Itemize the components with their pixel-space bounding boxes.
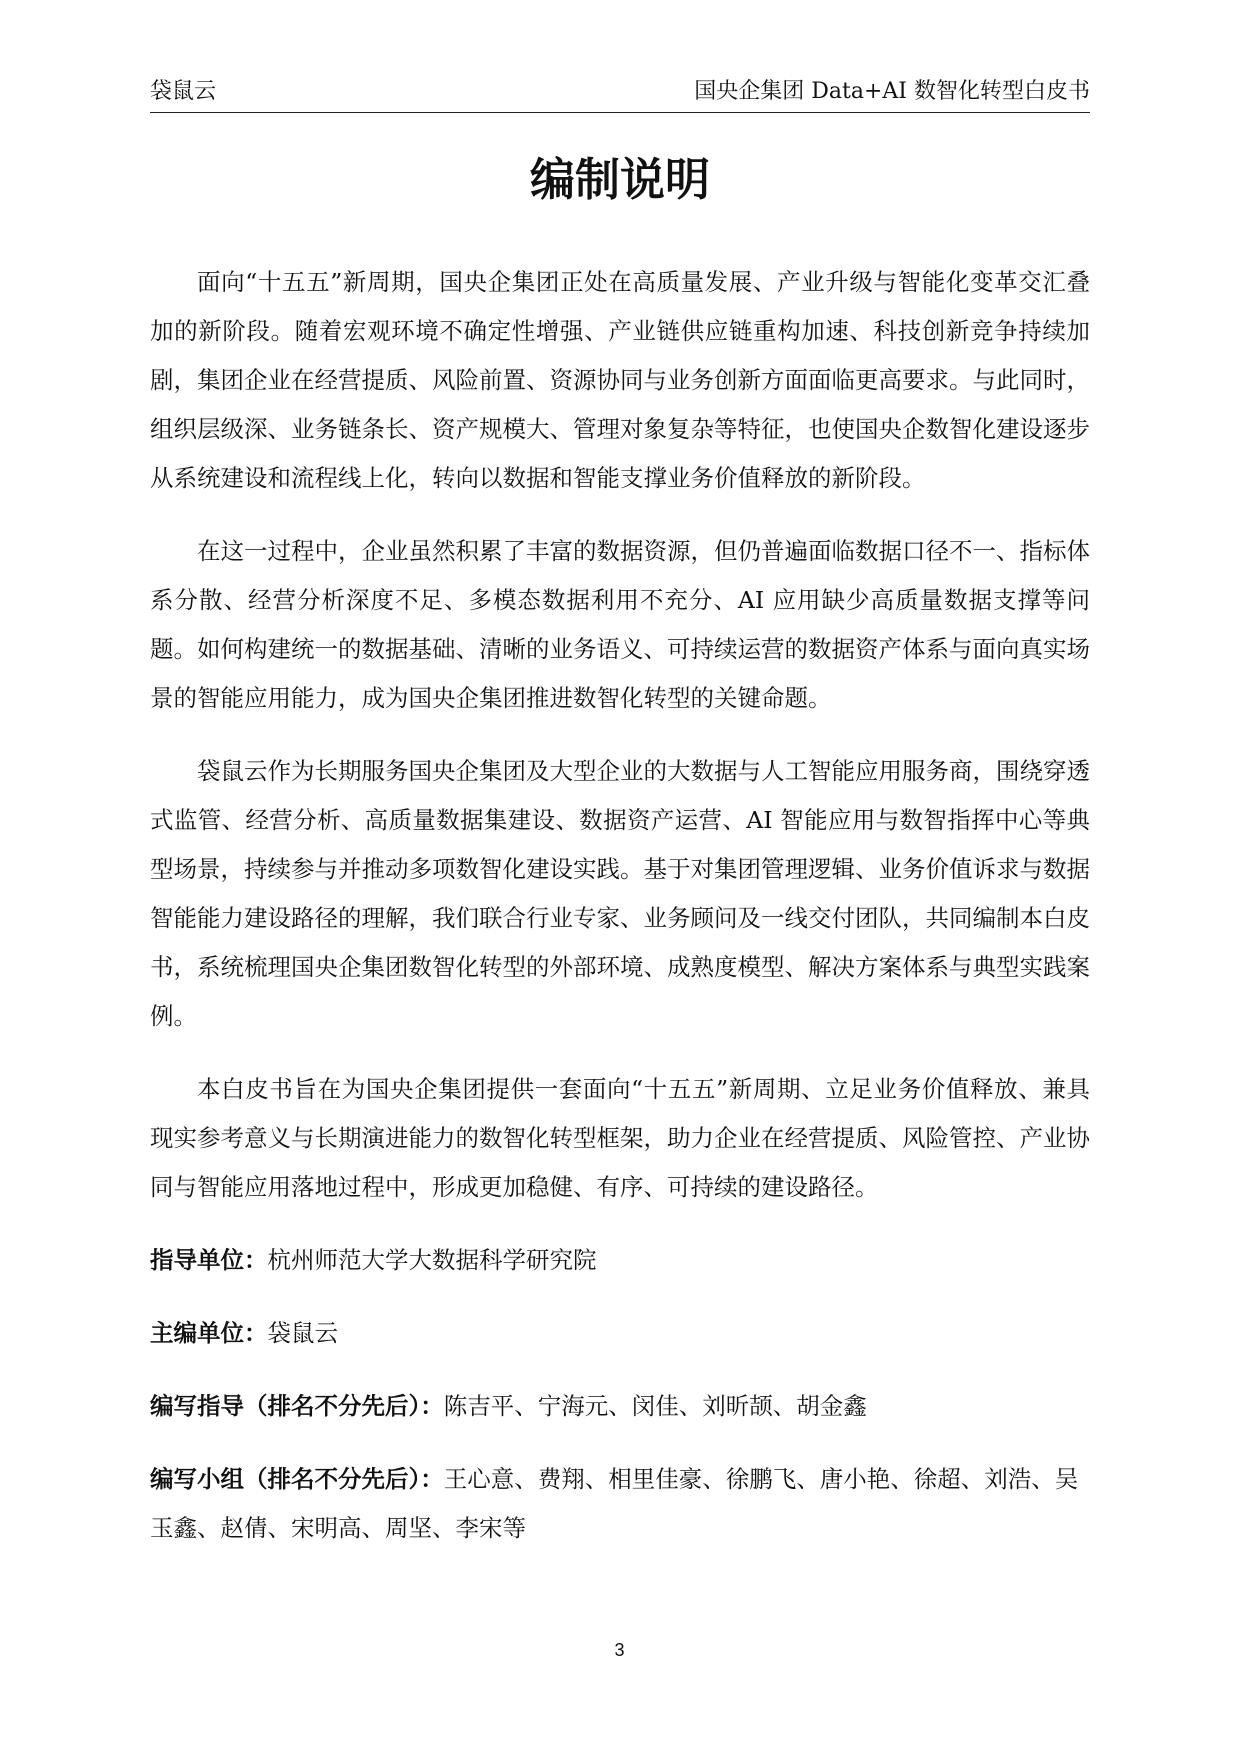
credit-label: 编写小组（排名不分先后）： [150, 1465, 444, 1493]
page-number: 3 [614, 1640, 625, 1660]
body-paragraph: 本白皮书旨在为国央企集团提供一套面向“十五五”新周期、立足业务价值释放、兼具现实参考意义与长期演进能力的数智化转型框架，助力企业在经营提质、风险管控、产业协同与智能应用落地过程中，形成更加稳健、有序、可持续的建设路径。 [150, 1075, 1090, 1201]
credit-value: 王心意、费翔、相里佳豪、徐鹏飞、唐小艳、徐超、刘浩、吴玉鑫、赵倩、宋明高、周坚、李宋等 [150, 1465, 1079, 1542]
credit-value: 陈吉平、宁海元、闵佳、刘昕颉、胡金鑫 [443, 1392, 867, 1420]
header-document-title: 国央企集团 Data+AI 数智化转型白皮书 [694, 79, 1090, 104]
body-paragraph: 在这一过程中，企业虽然积累了丰富的数据资源，但仍普遍面临数据口径不一、指标体系分散、经营分析深度不足、多模态数据利用不充分、AI 应用缺少高质量数据支撑等问题。如何构建统一的数据基础、清晰的业务语义、可持续运营的数据资产体系与面向真实场景的智能应用能力，成为国央企集团推进数智化转型的关键命题。 [150, 537, 1090, 712]
page-header [150, 70, 1090, 113]
body-paragraph: 面向“十五五”新周期，国央企集团正处在高质量发展、产业升级与智能化变革交汇叠加的新阶段。随着宏观环境不确定性增强、产业链供应链重构加速、科技创新竞争持续加剧，集团企业在经营提质、风险前置、资源协同与业务创新方面面临更高要求。与此同时，组织层级深、业务链条长、资产规模大、管理对象复杂等特征，也使国央企数智化建设逐步从系统建设和流程线上化，转向以数据和智能支撑业务价值释放的新阶段。 [150, 268, 1090, 492]
credit-guiding-unit [150, 1236, 1090, 1285]
credit-editing-unit [150, 1309, 1090, 1358]
page-title: 编制说明 [529, 153, 710, 206]
credit-writing-guidance [150, 1382, 1090, 1431]
credit-value: 杭州师范大学大数据科学研究院 [267, 1246, 597, 1274]
credit-writing-team [150, 1455, 1090, 1553]
credit-value: 袋鼠云 [267, 1319, 338, 1347]
page-body [150, 258, 1090, 1577]
credit-label: 编写指导（排名不分先后）： [150, 1392, 444, 1420]
credit-label: 指导单位： [150, 1246, 268, 1274]
header-brand: 袋鼠云 [150, 79, 217, 104]
credit-label: 主编单位： [150, 1319, 268, 1347]
body-paragraph: 袋鼠云作为长期服务国央企集团及大型企业的大数据与人工智能应用服务商，围绕穿透式监管、经营分析、高质量数据集建设、数据资产运营、AI 智能应用与数智指挥中心等典型场景，持续参与并推动多项数智化建设实践。基于对集团管理逻辑、业务价值诉求与数据智能能力建设路径的理解，我们联合行业专家、业务顾问及一线交付团队，共同编制本白皮书，系统梳理国央企集团数智化转型的外部环境、成熟度模型、解决方案体系与典型实践案例。 [150, 757, 1090, 1030]
